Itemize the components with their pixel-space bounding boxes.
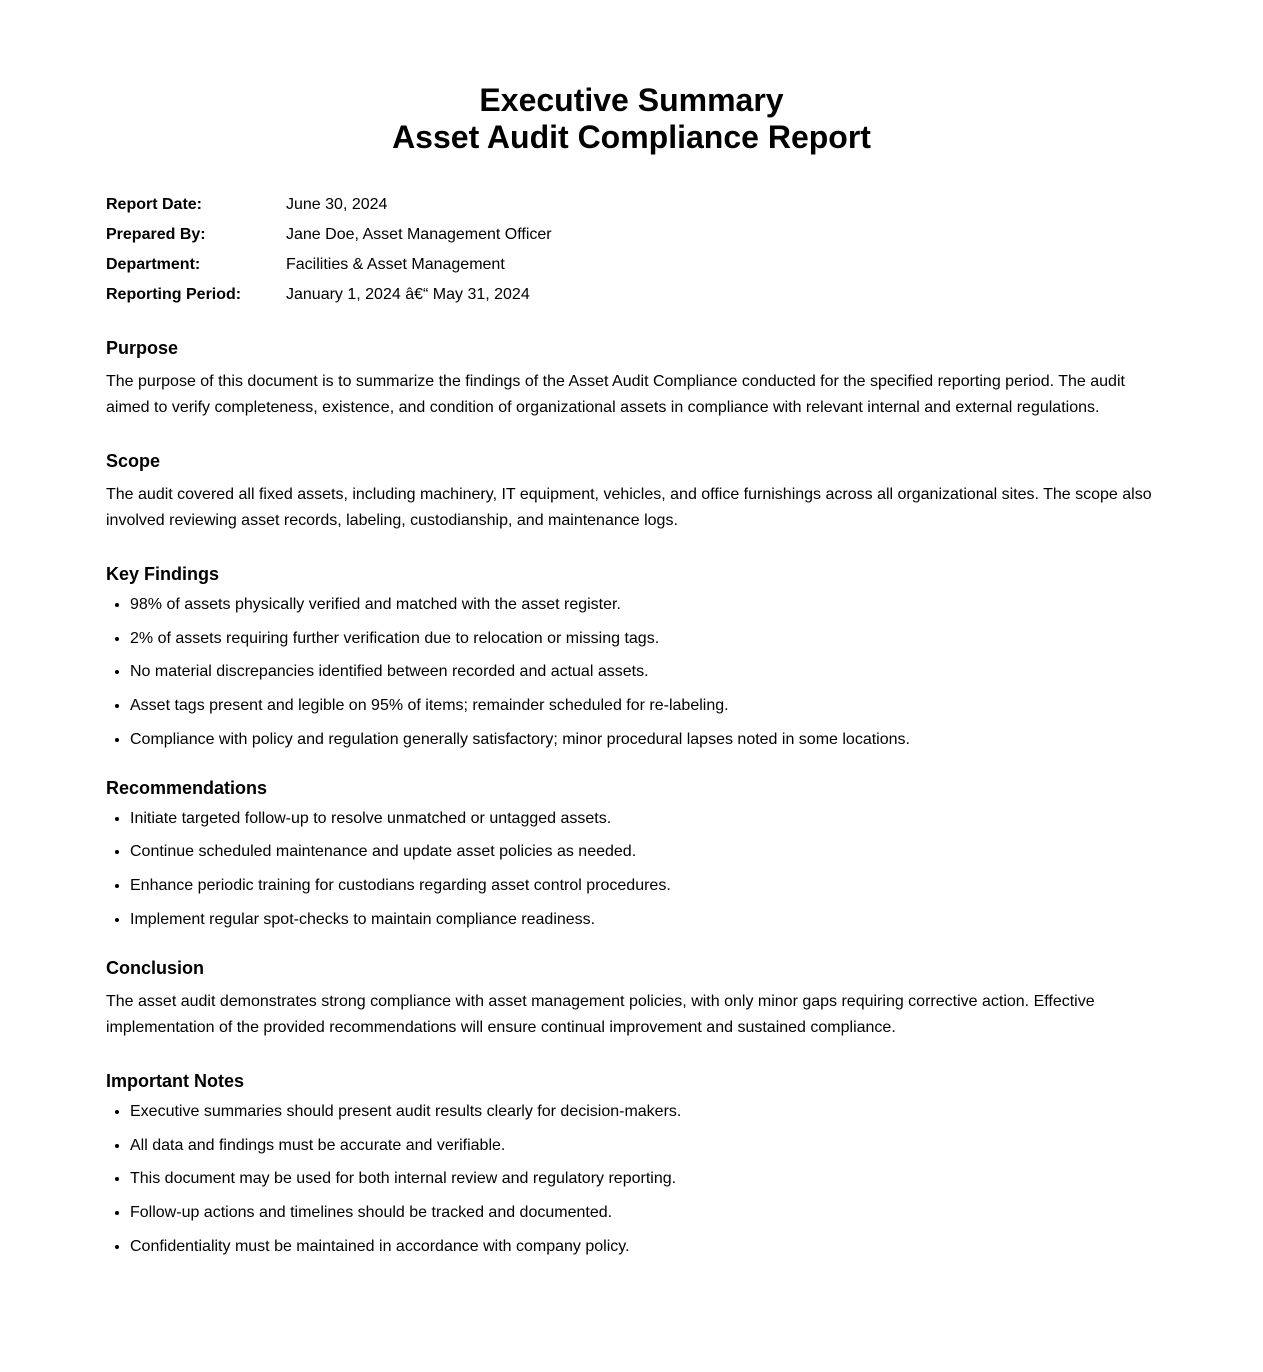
meta-label: Report Date: <box>106 196 203 213</box>
section-conclusion <box>106 956 1157 1041</box>
meta-value: June 30, 2024 <box>286 196 388 213</box>
findings-list <box>106 595 1157 750</box>
title-line-2: Asset Audit Compliance Report <box>392 119 871 155</box>
section-paragraph: The purpose of this document is to summarize the findings of the Asset Audit Compliance conducted for the specified reporting period. The audit aimed to verify completeness, existence, and condition of organizational assets in compliance with relevant internal and external regulations. <box>106 373 1125 416</box>
list-item: • Compliance with policy and regulation generally satisfactory; minor procedural lapses noted in some locations. <box>130 730 1157 750</box>
meta-row-report-date <box>106 190 1157 220</box>
section-important-notes <box>106 1069 1157 1257</box>
notes-list <box>106 1102 1157 1257</box>
list-item: • 2% of assets requiring further verification due to relocation or missing tags. <box>130 629 1157 649</box>
document-title <box>106 82 1157 156</box>
section-heading: Purpose <box>106 338 179 358</box>
meta-label: Reporting Period: <box>106 286 242 303</box>
section-key-findings <box>106 562 1157 750</box>
meta-label: Department: <box>106 256 201 273</box>
section-paragraph: The audit covered all fixed assets, including machinery, IT equipment, vehicles, and office furnishings across all organizational sites. The scope also involved reviewing asset records, labeling, custodianship, and maintenance logs. <box>106 486 1152 529</box>
meta-value: Jane Doe, Asset Management Officer <box>286 226 552 243</box>
list-item: • Enhance periodic training for custodians regarding asset control procedures. <box>130 876 1157 896</box>
meta-row-reporting-period <box>106 280 1157 310</box>
list-item: • Asset tags present and legible on 95% of items; remainder scheduled for re-labeling. <box>130 696 1157 716</box>
list-item: • Follow-up actions and timelines should be tracked and documented. <box>130 1203 1157 1223</box>
section-heading: Important Notes <box>106 1070 245 1091</box>
list-item: • 98% of assets physically verified and matched with the asset register. <box>130 595 1157 615</box>
section-heading: Key Findings <box>106 564 220 584</box>
title-line-1: Executive Summary <box>479 82 784 118</box>
section-scope <box>106 449 1157 534</box>
section-heading: Scope <box>106 451 161 471</box>
section-heading: Conclusion <box>106 957 204 978</box>
list-item: • Confidentiality must be maintained in accordance with company policy. <box>130 1237 1157 1257</box>
list-item: • No material discrepancies identified between recorded and actual assets. <box>130 662 1157 682</box>
recommendations-list <box>106 809 1157 930</box>
section-heading: Recommendations <box>106 777 268 798</box>
meta-row-department <box>106 250 1157 280</box>
report-metadata <box>106 190 1157 310</box>
section-purpose <box>106 336 1157 421</box>
list-item: • Initiate targeted follow-up to resolve unmatched or untagged assets. <box>130 809 1157 829</box>
meta-value: Facilities & Asset Management <box>286 256 505 273</box>
list-item: • Implement regular spot-checks to maintain compliance readiness. <box>130 910 1157 930</box>
list-item: • Continue scheduled maintenance and update asset policies as needed. <box>130 842 1157 862</box>
meta-row-prepared-by <box>106 220 1157 250</box>
meta-value: January 1, 2024 â€“ May 31, 2024 <box>286 286 530 303</box>
section-recommendations <box>106 776 1157 930</box>
meta-label: Prepared By: <box>106 226 206 243</box>
section-paragraph: The asset audit demonstrates strong compliance with asset management policies, with only minor gaps requiring corrective action. Effective implementation of the provided recommendations will ensure continual improvement and sustained compliance. <box>106 992 1095 1036</box>
list-item: • This document may be used for both internal review and regulatory reporting. <box>130 1169 1157 1189</box>
list-item: • All data and findings must be accurate and verifiable. <box>130 1136 1157 1156</box>
list-item: • Executive summaries should present audit results clearly for decision-makers. <box>130 1102 1157 1122</box>
